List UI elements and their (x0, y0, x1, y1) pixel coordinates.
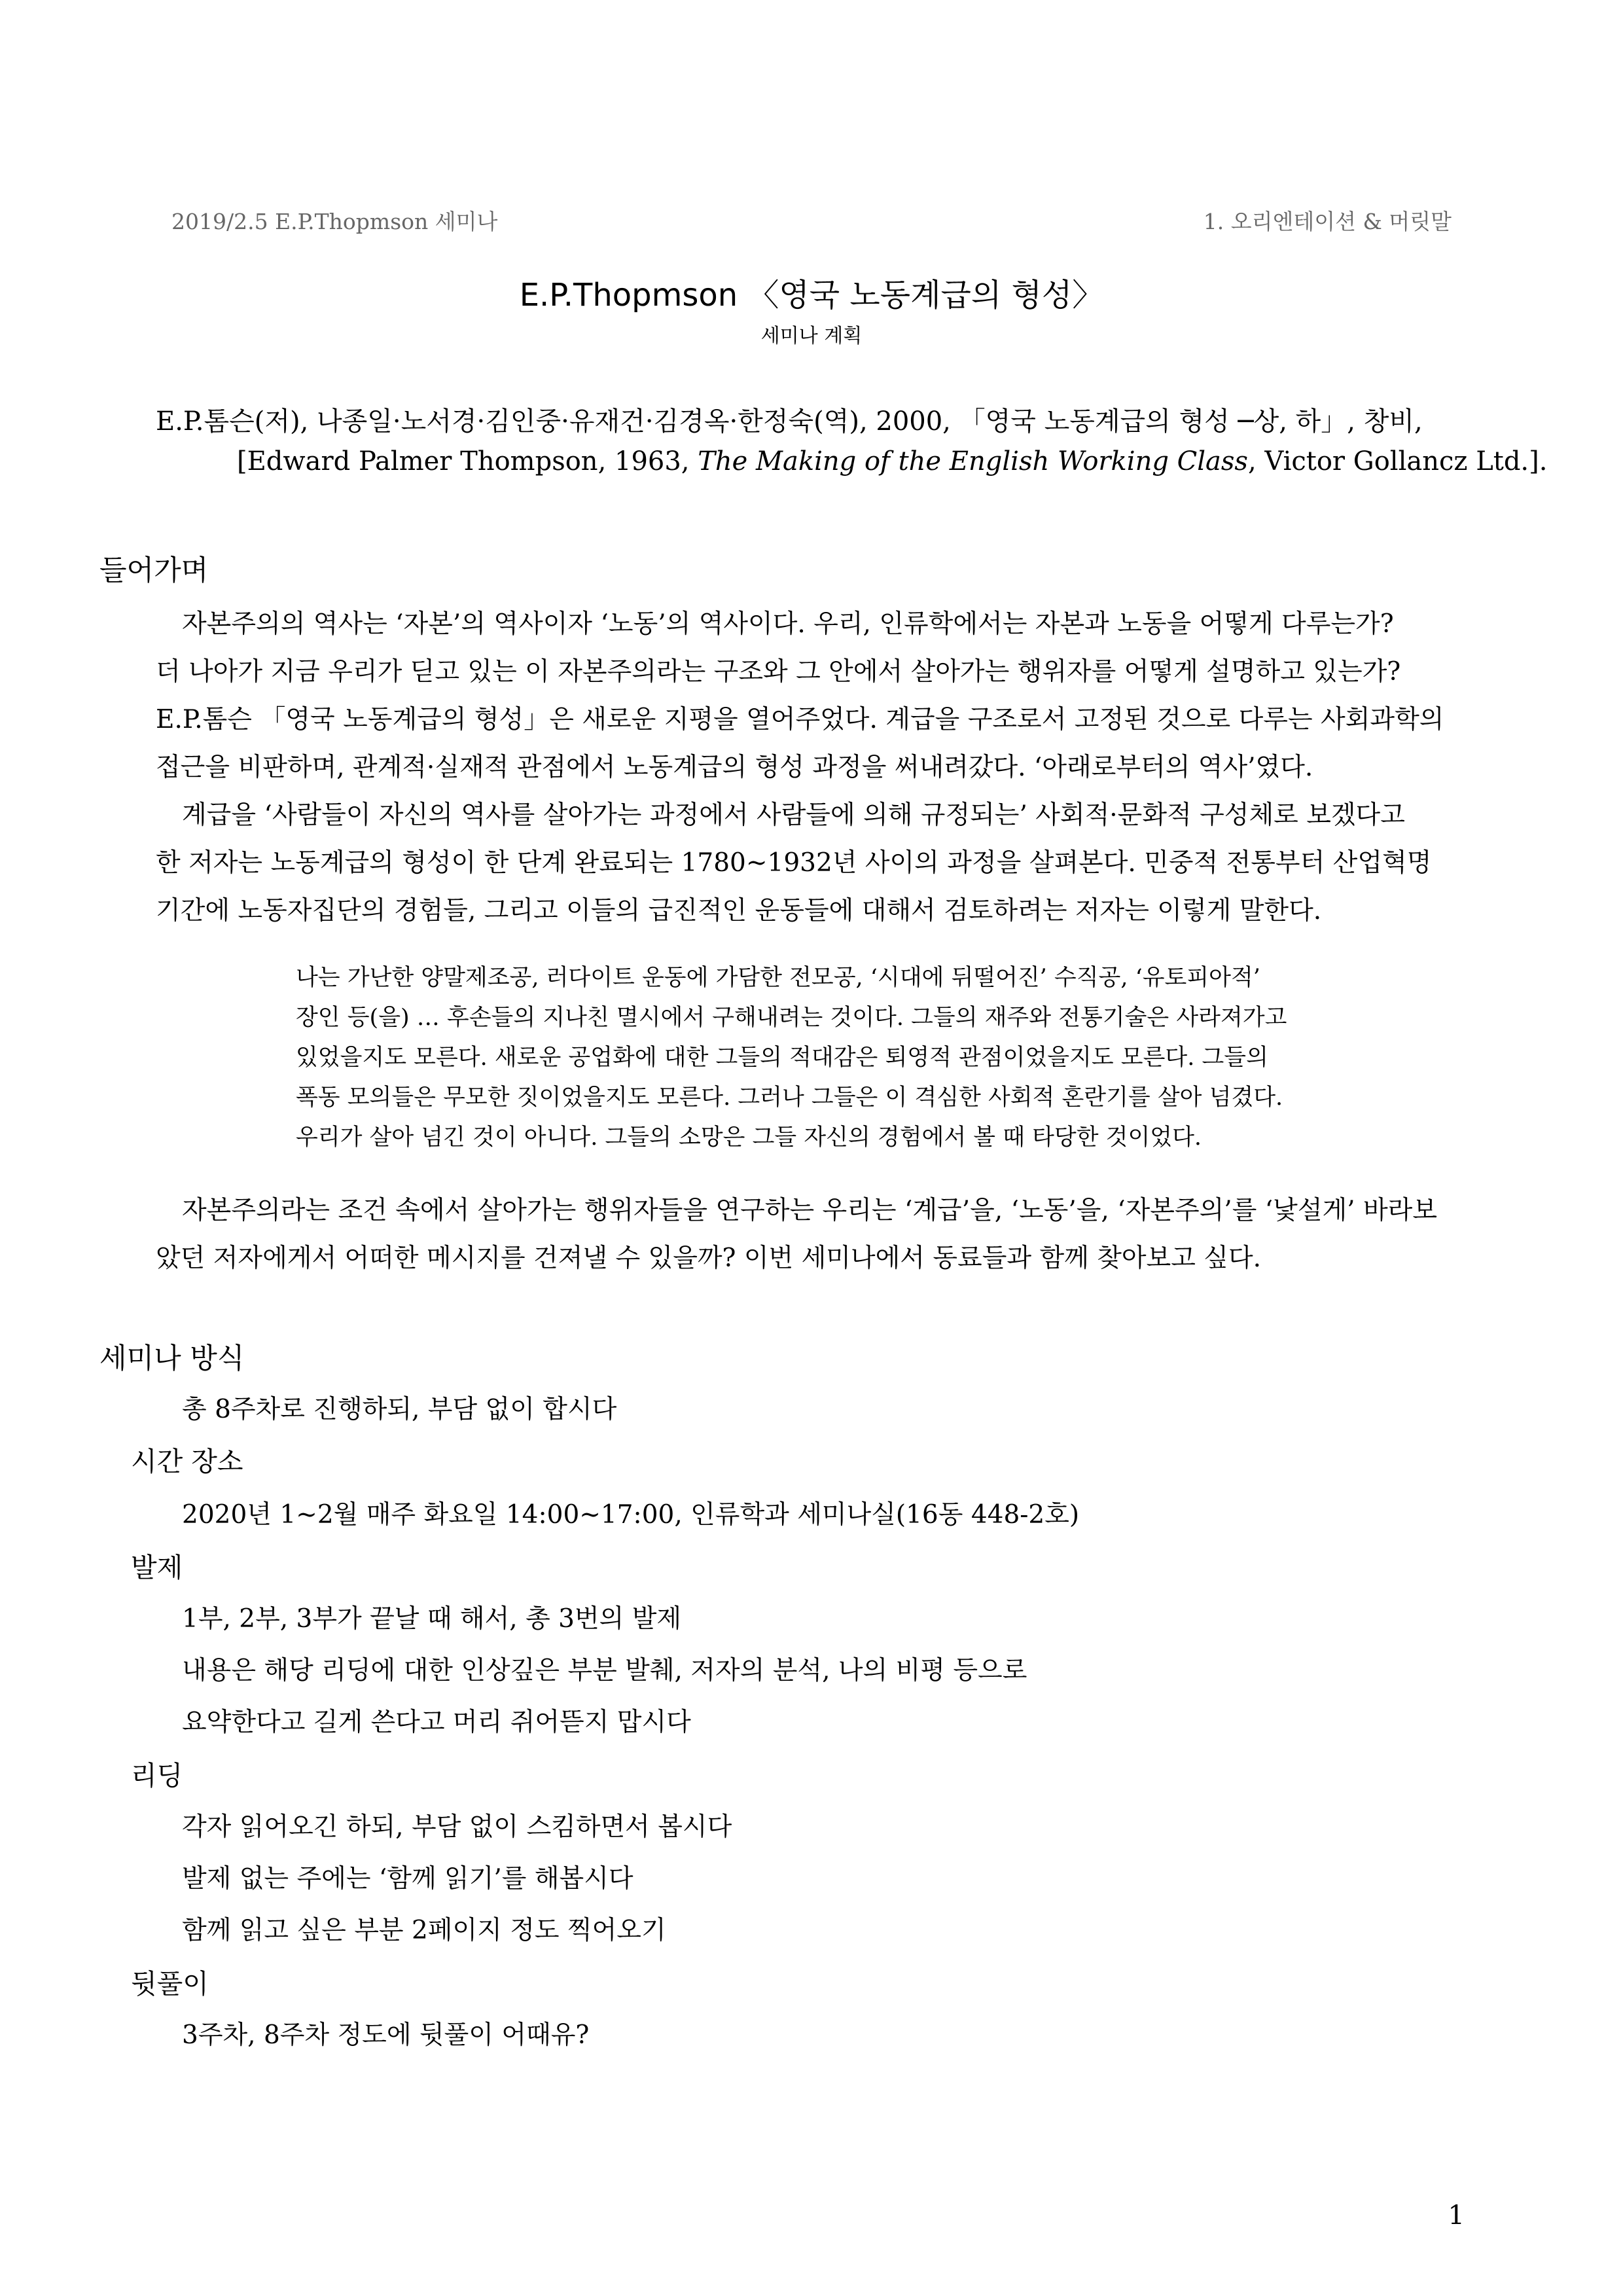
presentation-item: 1부, 2부, 3부가 끝날 때 해서, 총 3번의 발제 (182, 1604, 682, 1634)
subheading-time-place: 시간 장소 (131, 1446, 243, 1477)
subheading-reading: 리딩 (131, 1760, 183, 1791)
afterparty-text: 3주차, 8주차 정도에 뒷풀이 어때유? (182, 2020, 590, 2050)
method-overview: 총 8주차로 진행하되, 부담 없이 합시다 (182, 1395, 617, 1424)
presentation-item: 요약한다고 길게 쓴다고 머리 쥐어뜯지 맙시다 (182, 1708, 691, 1737)
quote-line: 장인 등(을) … 후손들의 지나친 멸시에서 구해내려는 것이다. 그들의 재주와 전통기술은 사라져가고 (296, 1005, 1287, 1031)
reading-item: 발제 없는 주에는 ‘함께 읽기’를 해봅시다 (182, 1864, 633, 1893)
intro-para1-line: E.P.톰슨 「영국 노동계급의 형성」은 새로운 지평을 열어주었다. 계급을 구조로서 고정된 것으로 다루는 사회과학의 (156, 705, 1444, 734)
reference-english-pre: [Edward Palmer Thompson, 1963, (237, 446, 698, 476)
header-right-text: 1. 오리엔테이션 & 머릿말 (1203, 209, 1452, 234)
page-number: 1 (1448, 2200, 1465, 2231)
intro-para1-line: 더 나아가 지금 우리가 딛고 있는 이 자본주의라는 구조와 그 안에서 살아가는 행위자를 어떻게 설명하고 있는가? (156, 657, 1401, 687)
reading-item: 함께 읽고 싶은 부분 2페이지 정도 찍어오기 (182, 1916, 666, 1945)
quote-line: 있었을지도 모른다. 새로운 공업화에 대한 그들의 적대감은 퇴영적 관점이었을지도 모른다. 그들의 (296, 1045, 1268, 1071)
intro-para1-line: 접근을 비판하며, 관계적·실재적 관점에서 노동계급의 형성 과정을 써내려갔다. ‘아래로부터의 역사’였다. (156, 753, 1313, 782)
quote-line: 나는 가난한 양말제조공, 러다이트 운동에 가담한 전모공, ‘시대에 뒤떨어진’ 수직공, ‘유토피아적’ (296, 965, 1260, 991)
reference-english-title: The Making of the English Working Class (698, 446, 1248, 476)
reference-english-post: , Victor Gollancz Ltd.]. (1247, 446, 1548, 476)
section-heading-method: 세미나 방식 (99, 1342, 245, 1375)
reading-item: 각자 읽어오긴 하되, 부담 없이 스킴하면서 봅시다 (182, 1812, 732, 1842)
subheading-afterparty: 뒷풀이 (131, 1968, 209, 2000)
reference-english (237, 446, 1548, 476)
presentation-item: 내용은 해당 리딩에 대한 인상깊은 부분 발췌, 저자의 분석, 나의 비평 등으로 (182, 1656, 1027, 1685)
document-subtitle: 세미나 계획 (760, 325, 863, 348)
intro-para1-line: 자본주의의 역사는 ‘자본’의 역사이자 ‘노동’의 역사이다. 우리, 인류학에서는 자본과 노동을 어떻게 다루는가? (182, 609, 1394, 639)
intro-para3-line: 았던 저자에게서 어떠한 메시지를 건져낼 수 있을까? 이번 세미나에서 동료들과 함께 찾아보고 싶다. (156, 1244, 1262, 1273)
intro-para2-line: 기간에 노동자집단의 경험들, 그리고 이들의 급진적인 운동들에 대해서 검토하려는 저자는 이렇게 말한다. (156, 896, 1322, 925)
quote-line: 우리가 살아 넘긴 것이 아니다. 그들의 소망은 그들 자신의 경험에서 볼 때 타당한 것이었다. (296, 1124, 1202, 1151)
intro-para2-line: 계급을 ‘사람들이 자신의 역사를 살아가는 과정에서 사람들에 의해 규정되는’ 사회적·문화적 구성체로 보겠다고 (182, 800, 1405, 830)
subheading-presentation: 발제 (131, 1552, 183, 1583)
document-title: E.P.Thopmson 〈영국 노동계급의 형성〉 (519, 277, 1104, 314)
header-left-text: 2019/2.5 E.P.Thopmson 세미나 (171, 209, 498, 234)
section-heading-intro: 들어가며 (99, 554, 209, 587)
intro-para3-line: 자본주의라는 조건 속에서 살아가는 행위자들을 연구하는 우리는 ‘계급’을, ‘노동’을, ‘자본주의’를 ‘낯설게’ 바라보 (182, 1196, 1437, 1225)
quote-line: 폭동 모의들은 무모한 짓이었을지도 모른다. 그러나 그들은 이 격심한 사회적 혼란기를 살아 넘겼다. (296, 1085, 1283, 1111)
time-place-text: 2020년 1~2월 매주 화요일 14:00~17:00, 인류학과 세미나실(16동 448-2호) (182, 1500, 1080, 1530)
intro-para2-line: 한 저자는 노동계급의 형성이 한 단계 완료되는 1780~1932년 사이의 과정을 살펴본다. 민중적 전통부터 산업혁명 (156, 848, 1432, 878)
reference-korean: E.P.톰슨(저), 나종일·노서경·김인중·유재건·김경옥·한정숙(역), 2000, 「영국 노동계급의 형성 ─상, 하」, 창비, (156, 406, 1423, 437)
page-header (171, 205, 1452, 238)
